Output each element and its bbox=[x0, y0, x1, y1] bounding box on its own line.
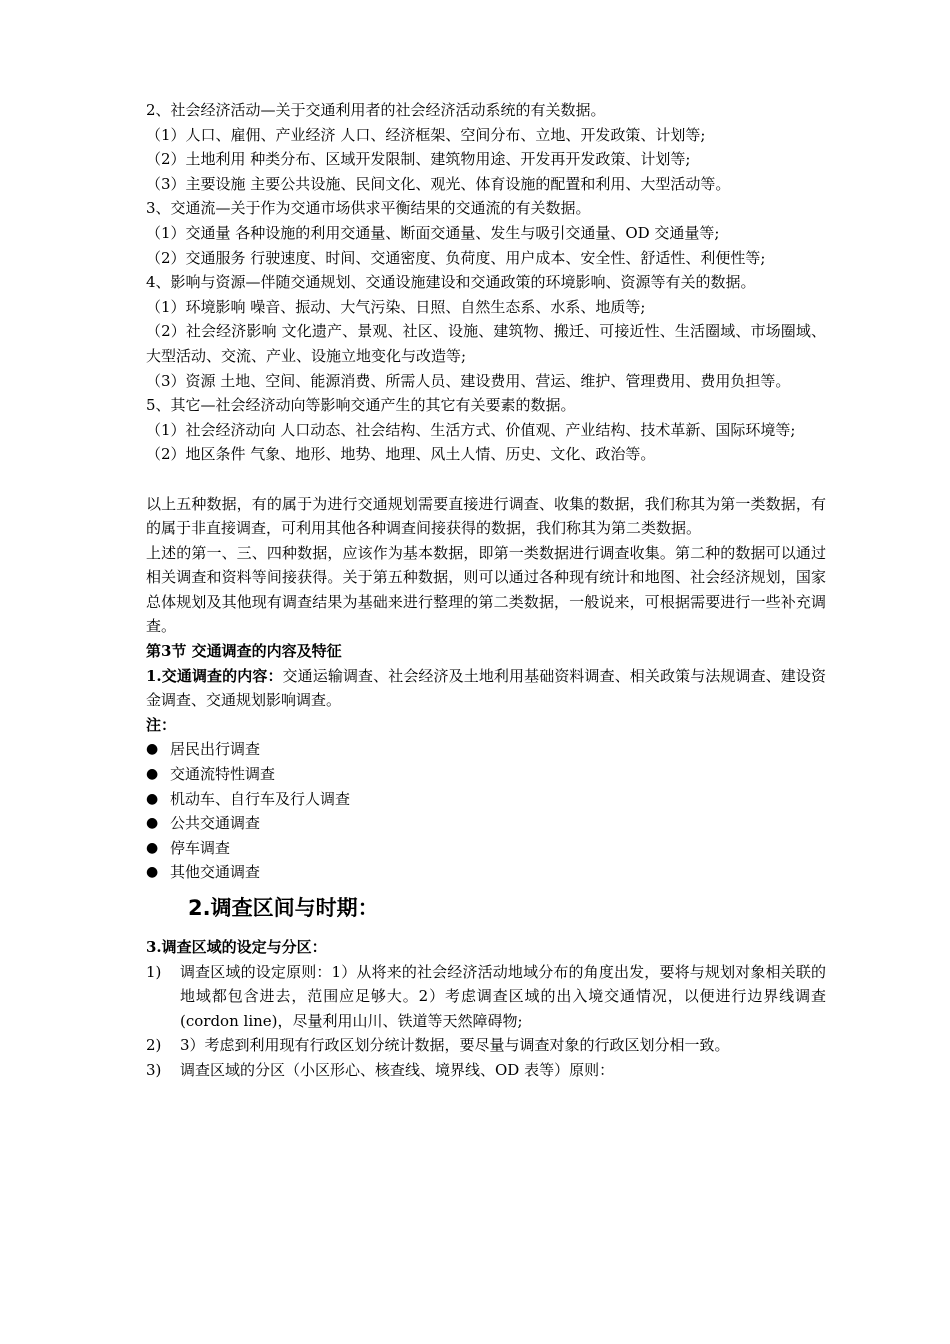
survey-content-paragraph bbox=[146, 664, 826, 713]
section-title: 第3节 交通调查的内容及特征 bbox=[146, 642, 342, 661]
paragraph-traffic-service: （2）交通服务 行驶速度、时间、交通密度、负荷度、用户成本、安全性、舒适性、利便性等; bbox=[146, 248, 766, 267]
document-page bbox=[146, 98, 826, 1083]
list-item bbox=[146, 787, 826, 812]
list-item bbox=[146, 737, 826, 762]
item-text: 调查区域的分区（小区形心、核查线、境界线、OD 表等）原则： bbox=[180, 1060, 615, 1079]
note-label: 注： bbox=[146, 715, 177, 734]
paragraph-line: （1）人口、雇佣、产业经济 人口、经济框架、空间分布、立地、开发政策、计划等; bbox=[146, 125, 706, 144]
item-number: 2) bbox=[146, 1036, 162, 1055]
list-item bbox=[146, 860, 826, 885]
paragraph-social-impact: （2）社会经济影响 文化遗产、景观、社区、设施、建筑物、搬迁、可接近性、生活圈域、市场圈域、大型活动、交流、产业、设施立地变化与改造等; bbox=[146, 322, 826, 365]
survey-content-text: 交通运输调查、社会经济及土地利用基础资料调查、相关政策与法规调查、建设资金调查、交通规划影响调查。 bbox=[146, 666, 826, 710]
survey-content-label: 1.交通调查的内容： bbox=[146, 666, 283, 685]
paragraph-social-trend: （1）社会经济动向 人口动态、社会结构、生活方式、价值观、产业结构、技术革新、国际环境等; bbox=[146, 420, 796, 439]
paragraph-line: 5、其它—社会经济动向等影响交通产生的其它有关要素的数据。 bbox=[146, 396, 576, 415]
item-number: 3) bbox=[146, 1060, 162, 1079]
list-item-text: 公共交通调查 bbox=[170, 814, 261, 833]
list-item bbox=[146, 762, 826, 787]
paragraph-line: （2）土地利用 种类分布、区域开发限制、建筑物用途、开发再开发政策、计划等; bbox=[146, 150, 691, 169]
blank-line bbox=[146, 467, 826, 492]
paragraph-line: （2）地区条件 气象、地形、地势、地理、风土人情、历史、文化、政治等。 bbox=[146, 445, 656, 464]
heading-survey-region: 3.调查区域的设定与分区： bbox=[146, 938, 327, 956]
item-text: 3）考虑到利用现有行政区划分统计数据，要尽量与调查对象的行政区划分相一致。 bbox=[180, 1036, 730, 1055]
list-item-text: 停车调查 bbox=[170, 838, 231, 857]
list-item-text: 其他交通调查 bbox=[170, 863, 261, 882]
list-item bbox=[146, 836, 826, 861]
list-item-text: 居民出行调查 bbox=[170, 740, 261, 759]
bullet-icon: ● bbox=[146, 815, 159, 832]
bullet-icon: ● bbox=[146, 864, 159, 881]
numbered-item bbox=[146, 1033, 826, 1058]
paragraph-line: 4、影响与资源—伴随交通规划、交通设施建设和交通政策的环境影响、资源等有关的数据。 bbox=[146, 273, 756, 292]
list-item-text: 机动车、自行车及行人调查 bbox=[170, 789, 351, 808]
numbered-item bbox=[146, 960, 826, 1034]
bullet-icon: ● bbox=[146, 741, 159, 758]
paragraph-line: （3）主要设施 主要公共设施、民间文化、观光、体育设施的配置和利用、大型活动等。 bbox=[146, 174, 731, 193]
paragraph-summary-2: 上述的第一、三、四种数据，应该作为基本数据，即第一类数据进行调查收集。第二种的数据可以通过相关调查和资料等间接获得。关于第五种数据，则可以通过各种现有统计和地图、社会经济规划，国家总体规划及其他现有调查结果为基础来进行整理的第二类数据，一般说来，可根据需要进行一些补充调查。 bbox=[146, 543, 826, 636]
paragraph-line: （1）交通量 各种设施的利用交通量、断面交通量、发生与吸引交通量、OD 交通量等; bbox=[146, 223, 720, 242]
bullet-icon: ● bbox=[146, 790, 159, 807]
bullet-icon: ● bbox=[146, 839, 159, 856]
paragraph-summary-1: 以上五种数据，有的属于为进行交通规划需要直接进行调查、收集的数据，我们称其为第一类数据，有的属于非直接调查，可利用其他各种调查间接获得的数据，我们称其为第二类数据。 bbox=[146, 494, 826, 538]
paragraph-line: 3、交通流—关于作为交通市场供求平衡结果的交通流的有关数据。 bbox=[146, 199, 591, 218]
numbered-item bbox=[146, 1058, 826, 1083]
paragraph-line: 2、社会经济活动—关于交通利用者的社会经济活动系统的有关数据。 bbox=[146, 101, 606, 119]
item-text: 调查区域的设定原则：1）从将来的社会经济活动地域分布的角度出发，要将与规划对象相关联的地域都包含进去，范围应足够大。2）考虑调查区域的出入境交通情况，以便进行边界线调查(cordon line)，尽量利用山川、铁道等天然障碍物; bbox=[180, 962, 826, 1030]
list-item bbox=[146, 811, 826, 836]
paragraph-line: （1）环境影响 噪音、振动、大气污染、日照、自然生态系、水系、地质等; bbox=[146, 297, 646, 316]
list-item-text: 交通流特性调查 bbox=[170, 765, 276, 784]
item-number: 1) bbox=[146, 962, 162, 981]
paragraph-resources: （3）资源 土地、空间、能源消费、所需人员、建设费用、营运、维护、管理费用、费用负担等。 bbox=[146, 371, 791, 390]
bullet-icon: ● bbox=[146, 766, 159, 783]
heading-survey-interval: 2.调查区间与时期： bbox=[188, 896, 379, 920]
